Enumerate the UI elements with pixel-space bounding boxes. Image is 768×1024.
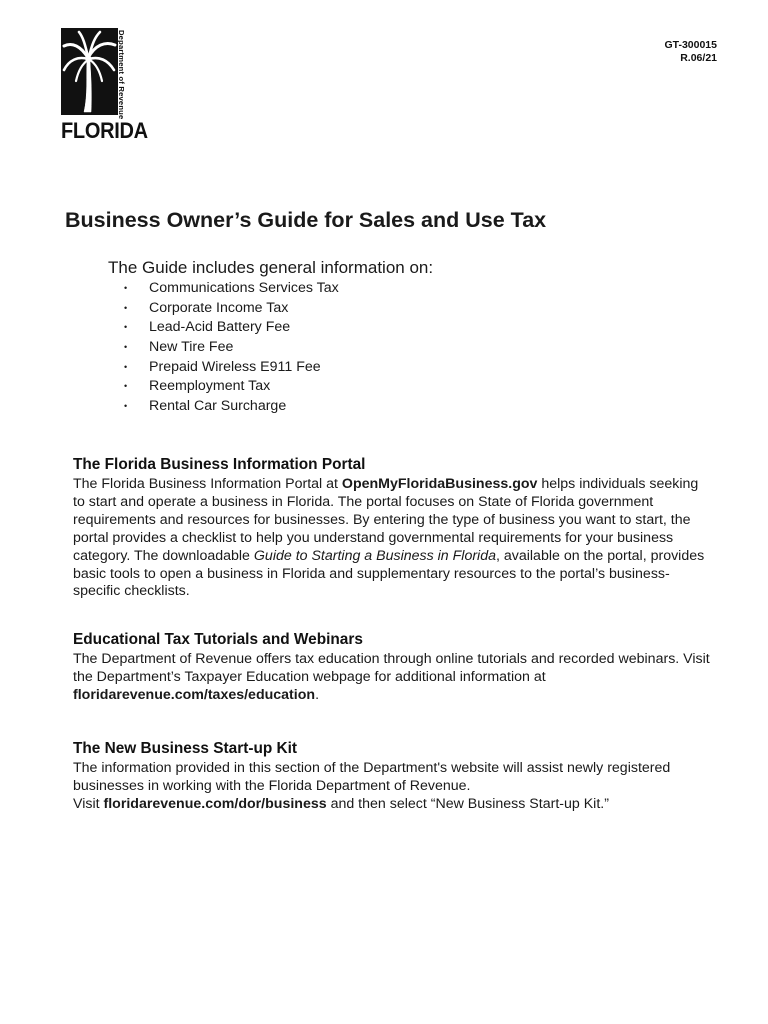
startup-text: Visit — [73, 795, 104, 812]
topic-item — [124, 358, 339, 378]
portal-text: helps individuals seeking to start and operate a business in Florida. The portal focuses on State of Florida government requirements and resources for businesses. By entering the type of business you want to start, the portal provides a checklist to help you understand governmental requirements for your business category. The downloadable — [73, 476, 699, 564]
portal-text: The Florida Business Information Portal at — [73, 476, 342, 492]
topic-label: Lead-Acid Battery Fee — [149, 319, 291, 336]
portal-text: , available on the portal, provides basic tools to open a business in Florida and supplementary resources to the portal’s business-specific checklists. — [73, 547, 705, 600]
topic-label: Corporate Income Tax — [149, 299, 289, 316]
topic-label: Prepaid Wireless E911 Fee — [149, 358, 321, 375]
tutorials-heading: Educational Tax Tutorials and Webinars — [73, 631, 363, 648]
startup-text: and then select “New Business Start-up Kit.” — [326, 795, 609, 812]
bullet-icon: • — [124, 381, 128, 392]
florida-dor-logo — [61, 28, 148, 144]
logo-wordmark: FLORIDA — [61, 119, 148, 144]
topic-item — [124, 279, 339, 299]
tutorials-text: . — [315, 686, 320, 703]
guide-title: Guide to Starting a Business in Florida — [253, 547, 496, 564]
bullet-icon: • — [124, 322, 128, 333]
topic-item — [124, 338, 339, 358]
bullet-icon: • — [124, 283, 128, 293]
topic-label: Communications Services Tax — [149, 280, 339, 296]
topic-item — [124, 397, 339, 417]
startup-link[interactable]: floridarevenue.com/dor/business — [103, 795, 327, 812]
topic-label: Reemployment Tax — [149, 378, 271, 395]
topic-item — [124, 318, 339, 338]
startup-section — [73, 740, 713, 814]
startup-heading: The New Business Start-up Kit — [73, 740, 298, 757]
topic-label: New Tire Fee — [149, 339, 234, 356]
palm-tree-icon — [61, 28, 118, 115]
portal-paragraph — [73, 476, 713, 601]
portal-heading: The Florida Business Information Portal — [73, 456, 366, 473]
bullet-icon: • — [124, 401, 128, 412]
document-title: Business Owner’s Guide for Sales and Use Tax — [65, 208, 547, 232]
startup-paragraph — [73, 760, 713, 814]
bullet-icon: • — [124, 302, 128, 313]
portal-link[interactable]: OpenMyFloridaBusiness.gov — [341, 476, 538, 492]
form-code — [664, 39, 717, 65]
topic-item — [124, 377, 339, 397]
topic-item — [124, 299, 339, 319]
bullet-icon: • — [124, 361, 128, 372]
startup-text: The information provided in this section of the Department's website will assist newly registered businesses in working with the Florida Department of Revenue. — [73, 760, 671, 794]
intro-lead: The Guide includes general information on: — [108, 258, 434, 277]
tutorials-paragraph — [73, 651, 713, 705]
tutorials-text: The Department of Revenue offers tax education through online tutorials and recorded webinars. Visit the Department’s Taxpayer Education webpage for additional information at — [73, 651, 710, 685]
portal-section — [73, 456, 713, 601]
tutorials-section — [73, 631, 713, 705]
topic-label: Rental Car Surcharge — [149, 398, 287, 415]
revision-date: R.06/21 — [680, 52, 717, 64]
topic-list — [124, 279, 339, 417]
bullet-icon: • — [124, 342, 128, 353]
logo-department-text: Department of Revenue — [117, 30, 126, 120]
form-number: GT-300015 — [664, 39, 717, 51]
tutorials-link[interactable]: floridarevenue.com/taxes/education — [73, 686, 316, 703]
